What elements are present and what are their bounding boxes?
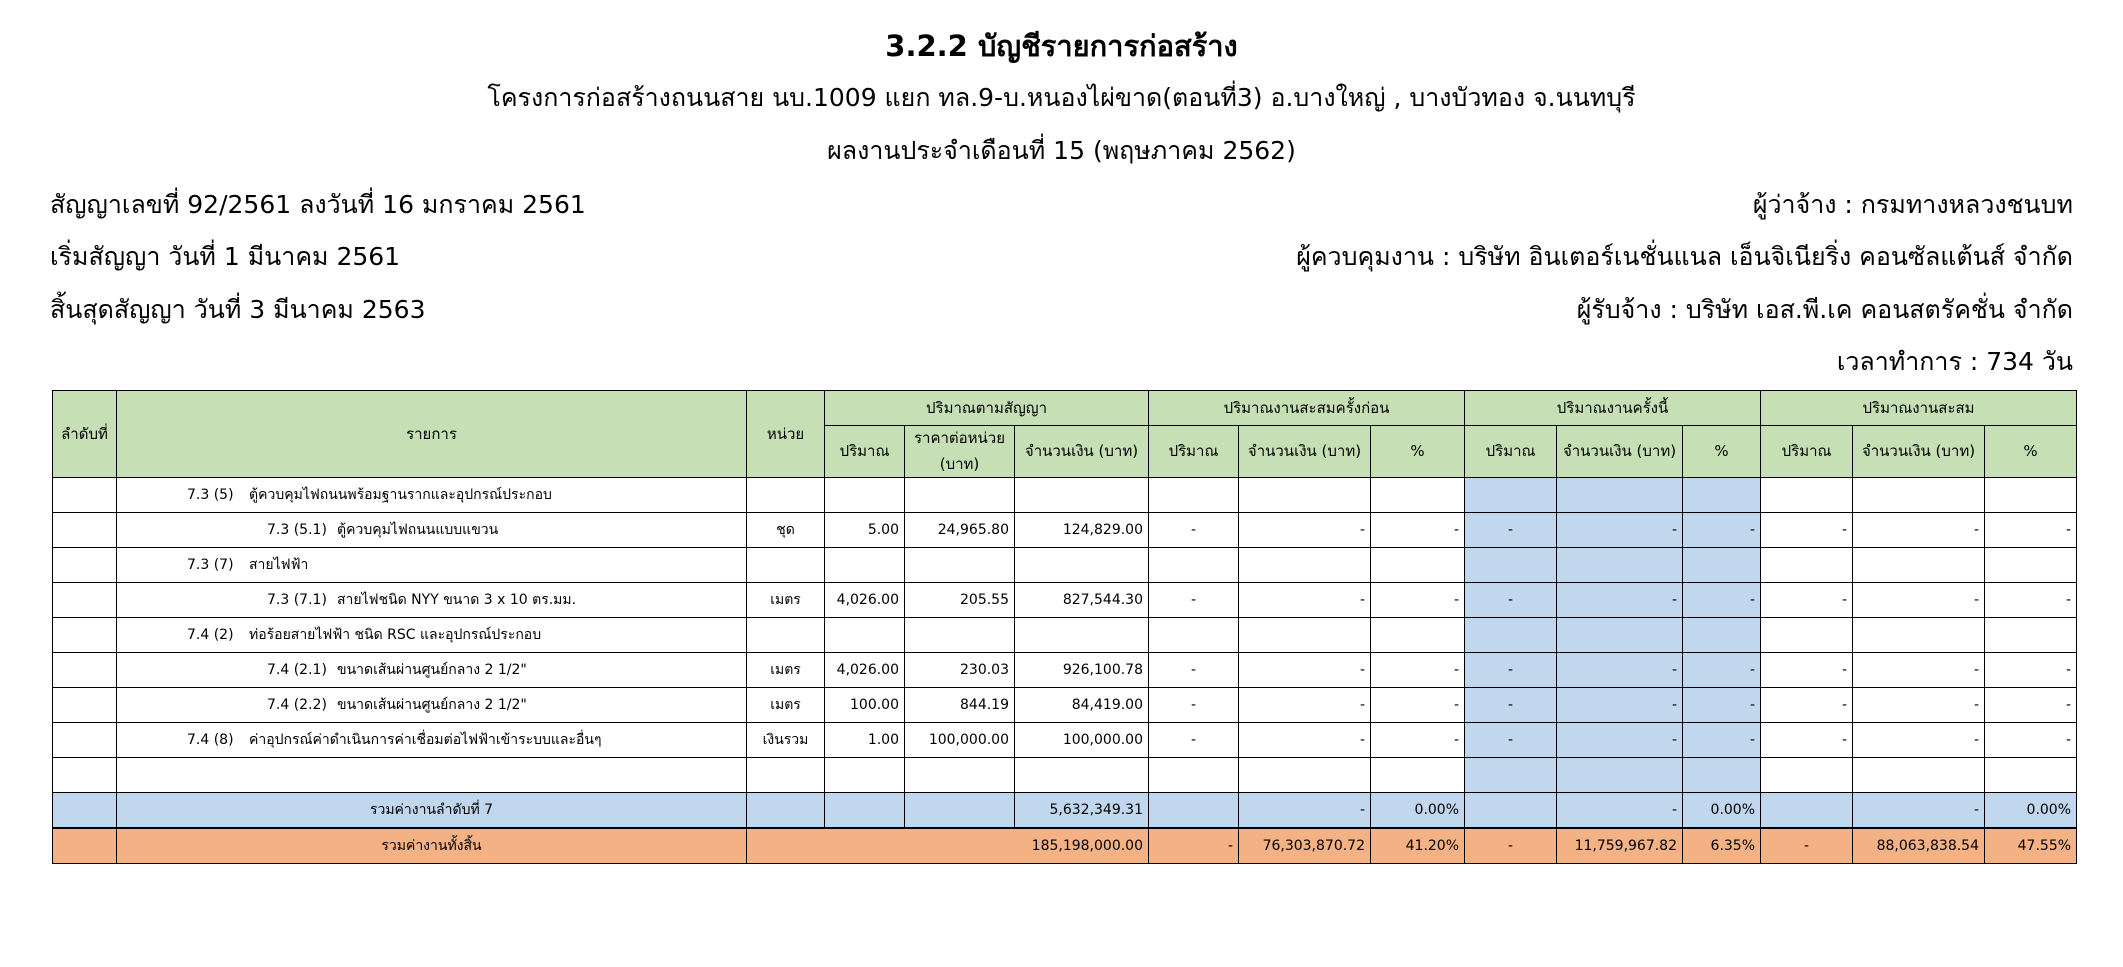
row-seq — [53, 548, 117, 583]
grand-total-cumulative-amount: 88,063,838.54 — [1853, 828, 1985, 864]
row-cumulative-qty — [1761, 618, 1853, 653]
item-description: ตู้ควบคุมไฟถนนแบบแขวน — [337, 522, 499, 538]
subtotal-amount: 5,632,349.31 — [1015, 793, 1149, 829]
row-cumulative-amount: - — [1853, 723, 1985, 758]
row-prev-qty: - — [1149, 583, 1239, 618]
row-description — [117, 688, 747, 723]
row-current-percent: - — [1683, 513, 1761, 548]
item-code: 7.3 (5.1) — [267, 522, 327, 538]
col-group-current: ปริมาณงานครั้งนี้ — [1465, 391, 1761, 426]
row-qty — [825, 618, 905, 653]
row-current-percent: - — [1683, 653, 1761, 688]
contract-start: เริ่มสัญญา วันที่ 1 มีนาคม 2561 — [50, 242, 401, 271]
page-title: 3.2.2 บัญชีรายการก่อสร้าง — [885, 29, 1238, 63]
row-current-qty: - — [1465, 688, 1557, 723]
row-unit-price: 24,965.80 — [905, 513, 1015, 548]
row-cumulative-amount: - — [1853, 583, 1985, 618]
row-current-qty: - — [1465, 653, 1557, 688]
col-header-qty: ปริมาณ — [1761, 426, 1853, 478]
subtotal-cumulative-percent: 0.00% — [1985, 793, 2077, 829]
item-description: สายไฟฟ้า — [249, 557, 309, 573]
row-current-qty: - — [1465, 513, 1557, 548]
row-cumulative-amount: - — [1853, 688, 1985, 723]
contractor: ผู้รับจ้าง : บริษัท เอส.พี.เค คอนสตรัคชั่น จำกัด — [1576, 295, 2073, 324]
row-prev-qty: - — [1149, 653, 1239, 688]
row-qty: 4,026.00 — [825, 583, 905, 618]
row-amount: 100,000.00 — [1015, 723, 1149, 758]
col-header-qty: ปริมาณ — [825, 426, 905, 478]
row-prev-qty: - — [1149, 688, 1239, 723]
col-header-percent: % — [1371, 426, 1465, 478]
item-code: 7.4 (2.1) — [267, 662, 327, 678]
row-seq — [53, 618, 117, 653]
grand-total-current-qty: - — [1465, 828, 1557, 864]
row-prev-qty — [1149, 618, 1239, 653]
row-prev-qty — [1149, 478, 1239, 513]
row-current-amount: - — [1557, 688, 1683, 723]
subtotal-row — [53, 793, 2077, 829]
supervisor: ผู้ควบคุมงาน : บริษัท อินเตอร์เนชั่นแนล เอ็นจิเนียริ่ง คอนซัลแต้นส์ จำกัด — [1296, 242, 2073, 271]
row-unit-price: 230.03 — [905, 653, 1015, 688]
row-qty: 4,026.00 — [825, 653, 905, 688]
row-cumulative-qty — [1761, 548, 1853, 583]
row-current-qty: - — [1465, 723, 1557, 758]
item-code: 7.4 (2.2) — [267, 697, 327, 713]
row-prev-amount: - — [1239, 688, 1371, 723]
subtotal-seq — [53, 793, 117, 829]
row-amount — [1015, 478, 1149, 513]
item-description: ขนาดเส้นผ่านศูนย์กลาง 2 1/2" — [337, 697, 527, 713]
row-current-percent — [1683, 618, 1761, 653]
item-code: 7.4 (2) — [187, 627, 234, 643]
row-seq — [53, 688, 117, 723]
col-group-previous: ปริมาณงานสะสมครั้งก่อน — [1149, 391, 1465, 426]
row-description — [117, 723, 747, 758]
row-cumulative-amount — [1853, 478, 1985, 513]
row-cumulative-amount — [1853, 548, 1985, 583]
row-current-amount: - — [1557, 723, 1683, 758]
table-row — [53, 618, 2077, 653]
row-cumulative-qty — [1761, 478, 1853, 513]
row-unit — [747, 478, 825, 513]
row-cumulative-amount: - — [1853, 653, 1985, 688]
row-prev-amount: - — [1239, 583, 1371, 618]
table-row — [53, 513, 2077, 548]
row-qty — [825, 548, 905, 583]
row-cumulative-qty: - — [1761, 583, 1853, 618]
row-cumulative-percent: - — [1985, 583, 2077, 618]
item-description: ขนาดเส้นผ่านศูนย์กลาง 2 1/2" — [337, 662, 527, 678]
row-prev-percent — [1371, 618, 1465, 653]
row-prev-amount: - — [1239, 653, 1371, 688]
row-amount: 124,829.00 — [1015, 513, 1149, 548]
row-cumulative-qty: - — [1761, 653, 1853, 688]
row-cumulative-percent — [1985, 478, 2077, 513]
row-seq — [53, 583, 117, 618]
row-cumulative-amount: - — [1853, 513, 1985, 548]
row-prev-qty: - — [1149, 513, 1239, 548]
row-prev-amount — [1239, 618, 1371, 653]
row-unit-price: 844.19 — [905, 688, 1015, 723]
subtotal-prev-amount: - — [1239, 793, 1371, 829]
col-header-item: รายการ — [117, 391, 747, 478]
boq-body — [53, 478, 2077, 864]
row-current-qty — [1465, 548, 1557, 583]
row-current-amount: - — [1557, 653, 1683, 688]
row-prev-percent: - — [1371, 583, 1465, 618]
blank-row — [53, 758, 2077, 793]
item-code: 7.3 (7) — [187, 557, 234, 573]
report-period: ผลงานประจำเดือนที่ 15 (พฤษภาคม 2562) — [827, 136, 1296, 165]
row-prev-amount: - — [1239, 513, 1371, 548]
row-prev-percent: - — [1371, 688, 1465, 723]
row-unit — [747, 548, 825, 583]
col-header-percent: % — [1985, 426, 2077, 478]
row-current-amount — [1557, 478, 1683, 513]
contract-end: สิ้นสุดสัญญา วันที่ 3 มีนาคม 2563 — [50, 295, 426, 324]
col-header-qty: ปริมาณ — [1465, 426, 1557, 478]
row-cumulative-percent: - — [1985, 513, 2077, 548]
row-description — [117, 548, 747, 583]
row-qty — [825, 478, 905, 513]
col-header-unit-price: ราคาต่อหน่วย (บาท) — [905, 426, 1015, 478]
row-prev-percent: - — [1371, 653, 1465, 688]
item-description: สายไฟชนิด NYY ขนาด 3 x 10 ตร.มม. — [337, 592, 577, 608]
col-header-amount: จำนวนเงิน (บาท) — [1853, 426, 1985, 478]
row-cumulative-percent: - — [1985, 688, 2077, 723]
table-row — [53, 478, 2077, 513]
row-amount — [1015, 618, 1149, 653]
row-current-percent: - — [1683, 583, 1761, 618]
row-prev-percent: - — [1371, 723, 1465, 758]
grand-total-row — [53, 828, 2077, 864]
row-prev-qty — [1149, 548, 1239, 583]
col-header-amount: จำนวนเงิน (บาท) — [1239, 426, 1371, 478]
row-unit: ชุด — [747, 513, 825, 548]
row-unit-price — [905, 478, 1015, 513]
row-amount: 827,544.30 — [1015, 583, 1149, 618]
item-description: ค่าอุปกรณ์ค่าดำเนินการค่าเชื่อมต่อไฟฟ้าเข้าระบบและอื่นๆ — [249, 732, 602, 748]
row-prev-qty: - — [1149, 723, 1239, 758]
working-duration: เวลาทำการ : 734 วัน — [1836, 347, 2073, 376]
row-qty: 5.00 — [825, 513, 905, 548]
subtotal-current-amount: - — [1557, 793, 1683, 829]
table-row — [53, 688, 2077, 723]
row-cumulative-percent — [1985, 618, 2077, 653]
row-description — [117, 618, 747, 653]
grand-total-current-percent: 6.35% — [1683, 828, 1761, 864]
table-row — [53, 583, 2077, 618]
grand-total-label: รวมค่างานทั้งสิ้น — [117, 828, 747, 864]
row-current-amount: - — [1557, 583, 1683, 618]
row-current-amount: - — [1557, 513, 1683, 548]
row-cumulative-percent — [1985, 548, 2077, 583]
row-current-percent — [1683, 548, 1761, 583]
col-header-percent: % — [1683, 426, 1761, 478]
row-prev-percent — [1371, 478, 1465, 513]
col-group-cumulative: ปริมาณงานสะสม — [1761, 391, 2077, 426]
grand-total-prev-percent: 41.20% — [1371, 828, 1465, 864]
row-prev-amount — [1239, 478, 1371, 513]
row-prev-amount: - — [1239, 723, 1371, 758]
employer: ผู้ว่าจ้าง : กรมทางหลวงชนบท — [1752, 190, 2073, 219]
row-qty: 1.00 — [825, 723, 905, 758]
row-description — [117, 653, 747, 688]
row-amount: 926,100.78 — [1015, 653, 1149, 688]
row-amount: 84,419.00 — [1015, 688, 1149, 723]
item-code: 7.3 (7.1) — [267, 592, 327, 608]
row-unit-price: 205.55 — [905, 583, 1015, 618]
grand-total-prev-amount: 76,303,870.72 — [1239, 828, 1371, 864]
row-cumulative-percent: - — [1985, 653, 2077, 688]
row-prev-amount — [1239, 548, 1371, 583]
grand-total-cumulative-percent: 47.55% — [1985, 828, 2077, 864]
subtotal-label: รวมค่างานลำดับที่ 7 — [117, 793, 747, 829]
row-current-amount — [1557, 618, 1683, 653]
table-row — [53, 653, 2077, 688]
row-unit-price — [905, 548, 1015, 583]
col-group-contract: ปริมาณตามสัญญา — [825, 391, 1149, 426]
row-seq — [53, 513, 117, 548]
row-current-percent: - — [1683, 723, 1761, 758]
table-row — [53, 548, 2077, 583]
item-code: 7.3 (5) — [187, 487, 234, 503]
row-prev-percent: - — [1371, 513, 1465, 548]
col-header-unit: หน่วย — [747, 391, 825, 478]
row-cumulative-percent: - — [1985, 723, 2077, 758]
row-seq — [53, 478, 117, 513]
row-cumulative-amount — [1853, 618, 1985, 653]
subtotal-prev-percent: 0.00% — [1371, 793, 1465, 829]
row-current-percent: - — [1683, 688, 1761, 723]
row-current-percent — [1683, 478, 1761, 513]
contract-number: สัญญาเลขที่ 92/2561 ลงวันที่ 16 มกราคม 2561 — [50, 190, 586, 219]
col-header-amount: จำนวนเงิน (บาท) — [1015, 426, 1149, 478]
row-cumulative-qty: - — [1761, 723, 1853, 758]
col-header-seq: ลำดับที่ — [53, 391, 117, 478]
row-seq — [53, 653, 117, 688]
row-unit: เมตร — [747, 653, 825, 688]
col-header-amount: จำนวนเงิน (บาท) — [1557, 426, 1683, 478]
row-unit-price: 100,000.00 — [905, 723, 1015, 758]
item-code: 7.4 (8) — [187, 732, 234, 748]
row-seq — [53, 723, 117, 758]
subtotal-current-percent: 0.00% — [1683, 793, 1761, 829]
row-current-qty — [1465, 618, 1557, 653]
grand-total-cumulative-qty: - — [1761, 828, 1853, 864]
row-current-qty: - — [1465, 583, 1557, 618]
grand-total-amount: 185,198,000.00 — [747, 828, 1149, 864]
row-current-amount — [1557, 548, 1683, 583]
col-header-qty: ปริมาณ — [1149, 426, 1239, 478]
subtotal-cumulative-amount: - — [1853, 793, 1985, 829]
boq-table — [52, 390, 2077, 864]
row-unit — [747, 618, 825, 653]
row-current-qty — [1465, 478, 1557, 513]
row-cumulative-qty: - — [1761, 513, 1853, 548]
row-unit: เงินรวม — [747, 723, 825, 758]
row-unit: เมตร — [747, 583, 825, 618]
row-description — [117, 513, 747, 548]
table-row — [53, 723, 2077, 758]
row-unit-price — [905, 618, 1015, 653]
row-amount — [1015, 548, 1149, 583]
row-qty: 100.00 — [825, 688, 905, 723]
row-prev-percent — [1371, 548, 1465, 583]
item-description: ท่อร้อยสายไฟฟ้า ชนิด RSC และอุปกรณ์ประกอบ — [249, 627, 542, 643]
grand-total-current-amount: 11,759,967.82 — [1557, 828, 1683, 864]
grand-total-prev-qty: - — [1149, 828, 1239, 864]
row-description — [117, 583, 747, 618]
project-name: โครงการก่อสร้างถนนสาย นบ.1009 แยก ทล.9-บ.หนองไผ่ขาด(ตอนที่3) อ.บางใหญ่ , บางบัวทอง จ.นนทบุรี — [487, 83, 1636, 112]
row-unit: เมตร — [747, 688, 825, 723]
row-cumulative-qty: - — [1761, 688, 1853, 723]
item-description: ตู้ควบคุมไฟถนนพร้อมฐานรากและอุปกรณ์ประกอบ — [249, 487, 552, 503]
row-description — [117, 478, 747, 513]
